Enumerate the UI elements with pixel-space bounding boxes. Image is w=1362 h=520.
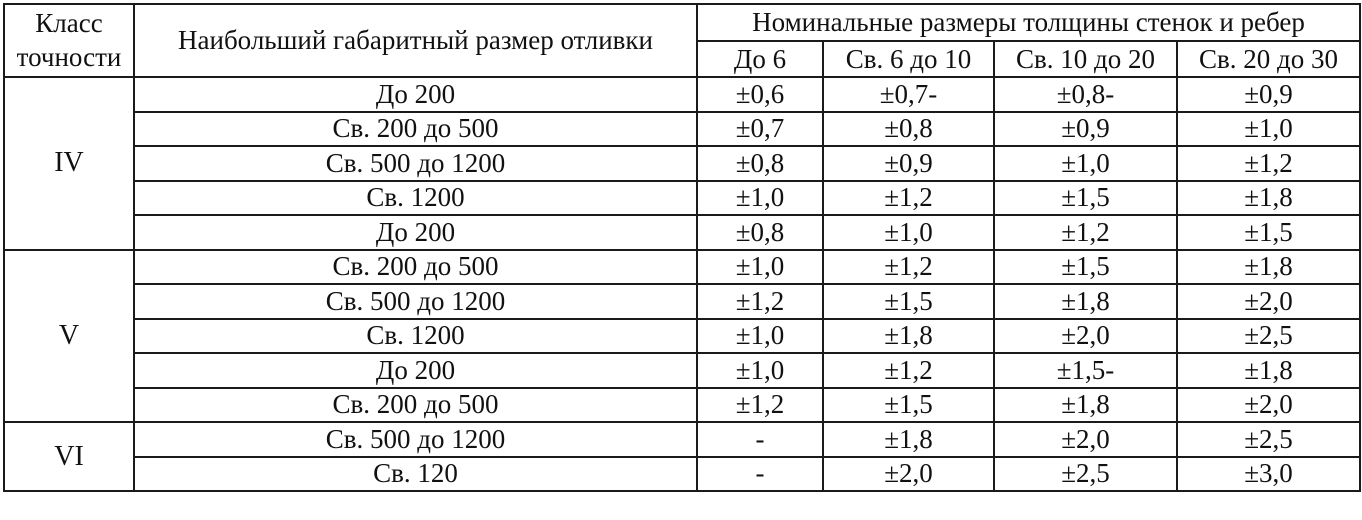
value-cell: ±0,9 <box>1177 77 1360 112</box>
header-max-dimension: Наибольший габаритный размер отливки <box>134 4 697 77</box>
value-cell: ±1,2 <box>1177 146 1360 181</box>
value-cell: ±1,0 <box>697 319 823 354</box>
header-nominal-group: Номинальные размеры толщины стенок и ребер <box>697 4 1360 41</box>
value-cell: ±1,5 <box>994 250 1177 285</box>
size-cell: Св. 500 до 1200 <box>134 146 697 181</box>
size-cell: Св. 120 <box>134 457 697 492</box>
value-cell: ±1,8 <box>1177 250 1360 285</box>
value-cell: ±3,0 <box>1177 457 1360 492</box>
size-cell: Св. 500 до 1200 <box>134 284 697 319</box>
header-col-4: Св. 20 до 30 <box>1177 41 1360 77</box>
size-cell: Св. 1200 <box>134 181 697 216</box>
value-cell: ±0,8 <box>697 215 823 250</box>
value-cell: - <box>697 422 823 457</box>
table-row <box>4 457 1360 492</box>
value-cell: ±1,5 <box>994 181 1177 216</box>
size-cell: До 200 <box>134 215 697 250</box>
table-row <box>4 388 1360 423</box>
value-cell: ±2,0 <box>994 422 1177 457</box>
size-cell: Св. 200 до 500 <box>134 112 697 147</box>
table-row <box>4 215 1360 250</box>
value-cell: ±0,9 <box>994 112 1177 147</box>
size-cell: Св. 500 до 1200 <box>134 422 697 457</box>
value-cell: ±2,5 <box>1177 319 1360 354</box>
header-col-1: До 6 <box>697 41 823 77</box>
value-cell: ±1,5 <box>1177 215 1360 250</box>
size-cell: До 200 <box>134 353 697 388</box>
value-cell: ±1,2 <box>994 215 1177 250</box>
value-cell: ±1,2 <box>823 181 994 216</box>
value-cell: ±0,8 <box>697 146 823 181</box>
value-cell: ±1,8 <box>1177 181 1360 216</box>
table-row <box>4 112 1360 147</box>
value-cell: ±1,5 <box>823 284 994 319</box>
value-cell: ±0,7 <box>697 112 823 147</box>
header-row-top <box>4 4 1360 41</box>
class-cell-v: V <box>4 250 134 423</box>
value-cell: ±2,0 <box>1177 284 1360 319</box>
value-cell: ±1,2 <box>823 353 994 388</box>
value-cell: ±1,8 <box>1177 353 1360 388</box>
header-accuracy-class: Класс точности <box>4 4 134 77</box>
value-cell: ±0,7- <box>823 77 994 112</box>
table-row <box>4 181 1360 216</box>
value-cell: ±1,0 <box>823 215 994 250</box>
table-row <box>4 319 1360 354</box>
value-cell: ±1,0 <box>994 146 1177 181</box>
value-cell: ±2,0 <box>994 319 1177 354</box>
size-cell: Св. 200 до 500 <box>134 388 697 423</box>
value-cell: ±1,0 <box>1177 112 1360 147</box>
table-row <box>4 146 1360 181</box>
value-cell: ±1,2 <box>697 388 823 423</box>
value-cell: ±2,5 <box>994 457 1177 492</box>
value-cell: ±2,5 <box>1177 422 1360 457</box>
size-cell: До 200 <box>134 77 697 112</box>
value-cell: ±1,0 <box>697 250 823 285</box>
value-cell: ±1,5- <box>994 353 1177 388</box>
class-cell-vi: VI <box>4 422 134 491</box>
header-col-2: Св. 6 до 10 <box>823 41 994 77</box>
table-row <box>4 422 1360 457</box>
value-cell: ±2,0 <box>1177 388 1360 423</box>
table-row <box>4 284 1360 319</box>
value-cell: ±2,0 <box>823 457 994 492</box>
value-cell: ±1,8 <box>823 422 994 457</box>
tolerance-table <box>3 3 1361 492</box>
value-cell: - <box>697 457 823 492</box>
size-cell: Св. 1200 <box>134 319 697 354</box>
value-cell: ±0,9 <box>823 146 994 181</box>
table-row <box>4 353 1360 388</box>
value-cell: ±1,8 <box>823 319 994 354</box>
value-cell: ±1,8 <box>994 388 1177 423</box>
value-cell: ±0,6 <box>697 77 823 112</box>
header-col-3: Св. 10 до 20 <box>994 41 1177 77</box>
class-cell-iv: IV <box>4 77 134 250</box>
value-cell: ±1,2 <box>697 284 823 319</box>
value-cell: ±1,0 <box>697 353 823 388</box>
value-cell: ±1,2 <box>823 250 994 285</box>
value-cell: ±0,8 <box>823 112 994 147</box>
value-cell: ±0,8- <box>994 77 1177 112</box>
value-cell: ±1,0 <box>697 181 823 216</box>
size-cell: Св. 200 до 500 <box>134 250 697 285</box>
value-cell: ±1,5 <box>823 388 994 423</box>
value-cell: ±1,8 <box>994 284 1177 319</box>
table-row <box>4 250 1360 285</box>
table-row <box>4 77 1360 112</box>
